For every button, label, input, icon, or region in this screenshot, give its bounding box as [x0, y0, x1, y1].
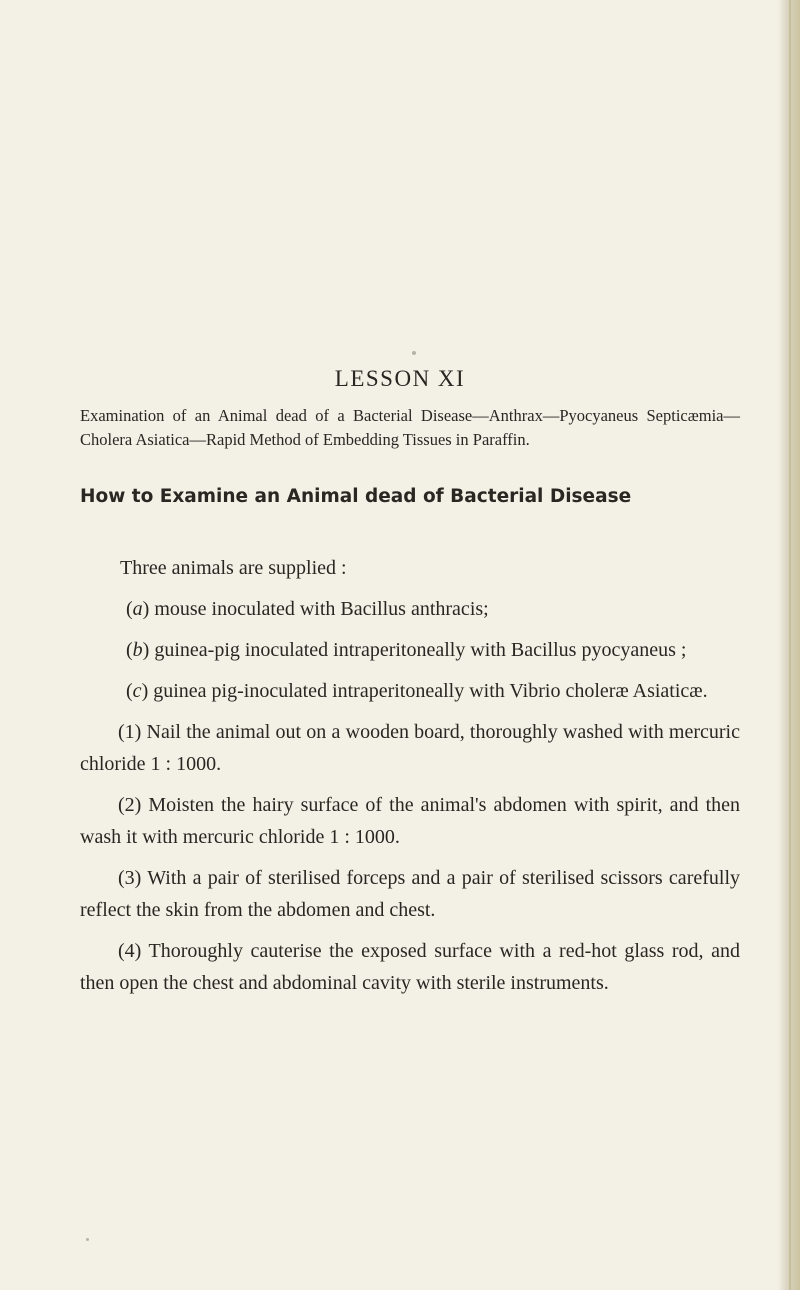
lesson-body — [80, 552, 740, 1008]
page-edge-line — [789, 0, 791, 1290]
step-1 — [80, 716, 740, 780]
paper-speck — [412, 351, 416, 355]
step-number: (4) — [118, 940, 142, 962]
item-open-paren: ( — [126, 639, 133, 661]
item-letter: a — [132, 598, 143, 620]
item-close-paren: ) — [141, 680, 149, 702]
step-number: (3) — [118, 867, 142, 889]
item-letter: c — [132, 680, 142, 702]
item-text: guinea pig-inoculated intraperitoneally with Vibrio choleræ Asiaticæ. — [148, 680, 708, 702]
step-text: Thoroughly cauterise the exposed surface with a red-hot glass rod, and then open the chest and abdominal cavity with sterile instruments. — [80, 940, 740, 994]
item-open-paren: ( — [126, 680, 133, 702]
step-text: With a pair of sterilised forceps and a pair of sterilised scissors carefully reflect the skin from the abdomen and chest. — [80, 867, 740, 921]
step-4 — [80, 935, 740, 999]
animal-item-a — [80, 593, 740, 625]
step-3 — [80, 862, 740, 926]
step-number: (1) — [118, 721, 142, 743]
lesson-title: LESSON XI — [334, 366, 466, 391]
animal-item-b — [80, 634, 740, 666]
step-text: Moisten the hairy surface of the animal's abdomen with spirit, and then wash it with mercuric chloride 1 : 1000. — [80, 794, 740, 848]
paper-speck — [86, 1238, 89, 1241]
lesson-summary: Examination of an Animal dead of a Bacterial Disease—Anthrax—Pyocyaneus Septicæmia—Cholera Asiatica—Rapid Method of Embedding Tissues in Paraffin. — [80, 406, 740, 449]
item-text: mouse inoculated with Bacillus anthracis; — [149, 598, 489, 620]
item-text: guinea-pig inoculated intraperitoneally with Bacillus pyocyaneus ; — [149, 639, 687, 661]
item-close-paren: ) — [142, 639, 150, 661]
section-heading: How to Examine an Animal dead of Bacterial Disease — [80, 486, 632, 507]
item-open-paren: ( — [126, 598, 133, 620]
item-close-paren: ) — [142, 598, 150, 620]
step-text: Nail the animal out on a wooden board, thoroughly washed with mercuric chloride 1 : 1000. — [80, 721, 740, 775]
step-number: (2) — [118, 794, 142, 816]
step-2 — [80, 789, 740, 853]
item-letter: b — [132, 639, 143, 661]
intro-paragraph: Three animals are supplied : — [120, 557, 347, 579]
animal-item-c — [80, 675, 740, 707]
